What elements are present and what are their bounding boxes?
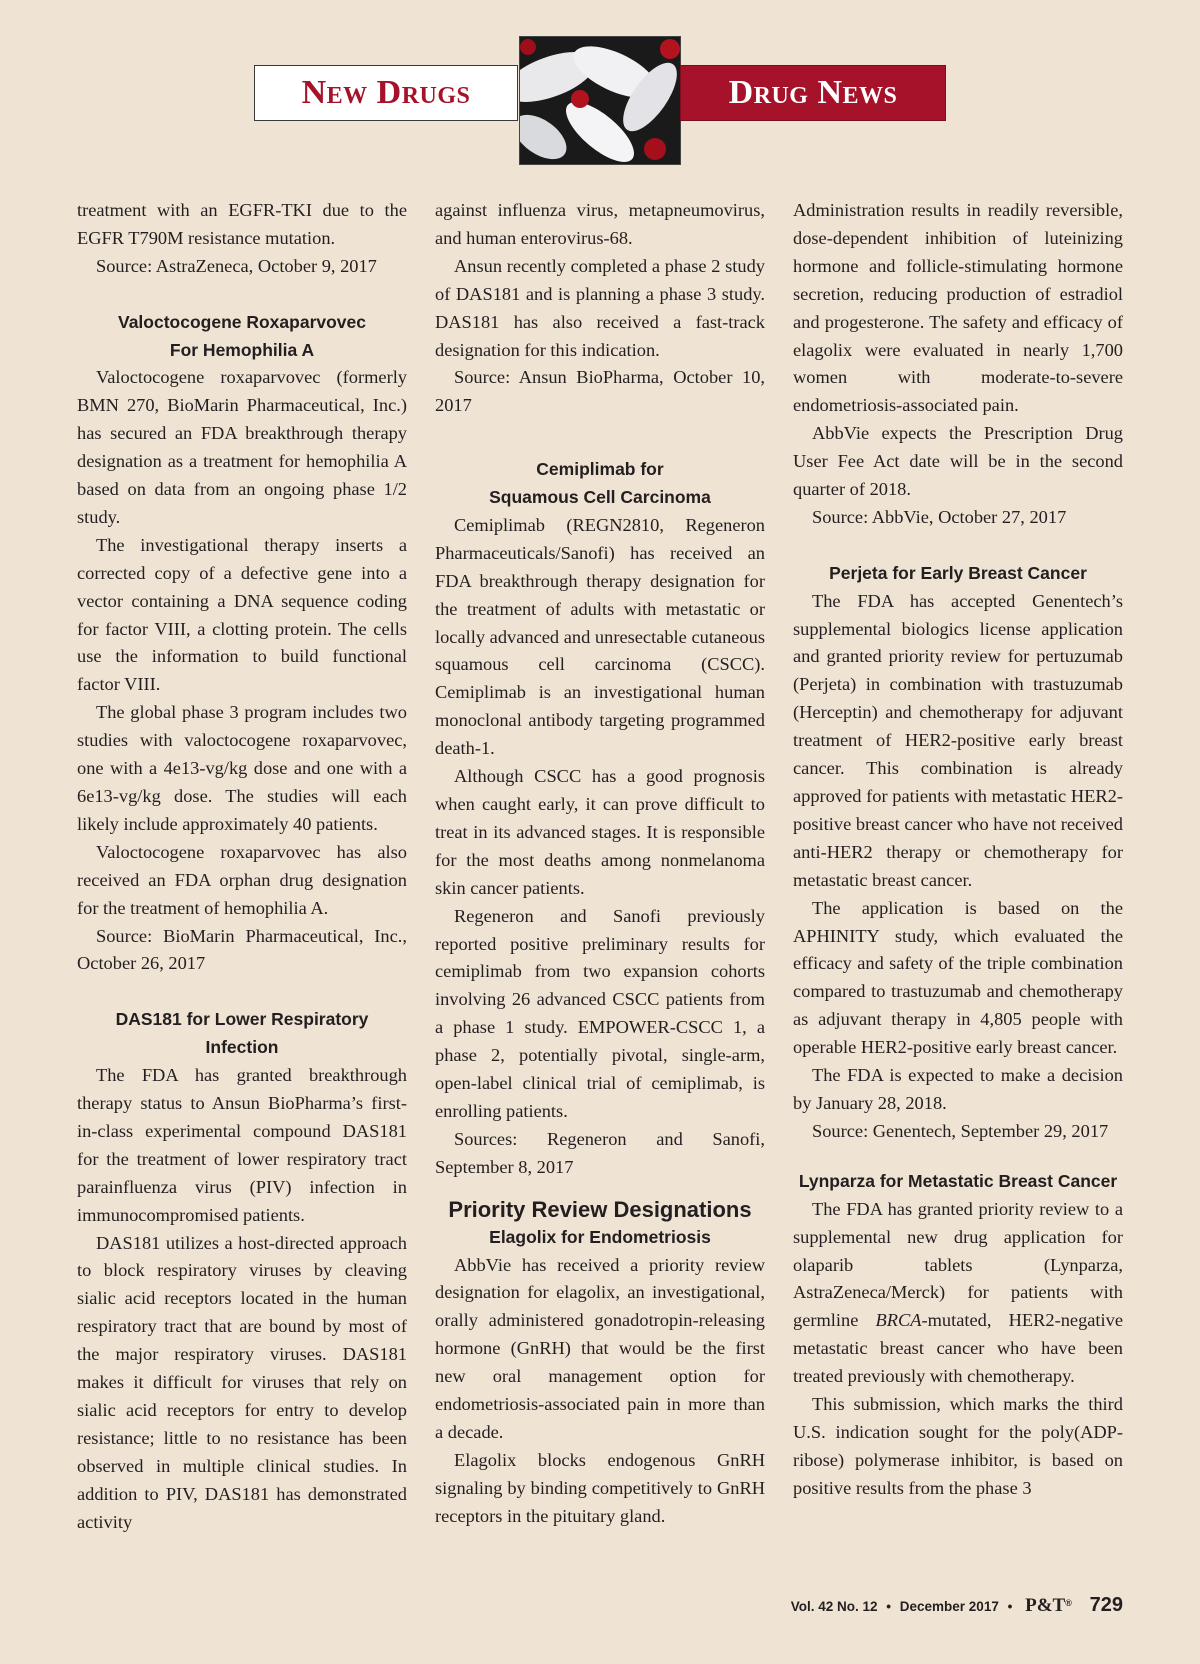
paragraph: Valoctocogene roxaparvovec has also received an FDA orphan drug designation for the treatment of hemophilia A. [77,841,407,918]
heading-elagolix: Elagolix for Endometriosis [489,1226,711,1247]
heading-das181: DAS181 for Lower Respiratory Infection [115,1009,369,1058]
registered-mark: ® [1065,1597,1072,1608]
heading-perjeta: Perjeta for Early Breast Cancer [829,562,1087,583]
section-banner [0,0,1200,170]
new-drugs-label: New Drugs [254,65,518,121]
paragraph-lynparza [793,1196,1123,1391]
source-line: Source: AstraZeneca, October 9, 2017 [96,255,377,276]
column-2 [435,197,765,1531]
page-footer [700,1594,1123,1617]
heading-squamous: Squamous Cell Carcinoma [489,487,711,508]
paragraph: Cemiplimab (REGN2810, Regeneron Pharmaceuticals/Sanofi) has received an FDA breakthrough therapy designation for the treatment of adults with metastatic or locally advanced and unresectable cutaneous squamous cell carcinoma (CSCC). Cemiplimab is an investigational human monoclonal antibody targeting programmed death-1. [435,514,765,759]
heading-lynparza: Lynparza for Metastatic Breast Cancer [798,1170,1118,1191]
paragraph: against influenza virus, metapneumovirus, and human enterovirus-68. [435,200,765,248]
paragraph: AbbVie has received a priority review designation for elagolix, an investigational, orally administered gonadotropin-releasing hormone (GnRH) that would be the first new oral management option for endometriosis-associated pain in more than a decade. [435,1254,765,1442]
paragraph: The application is based on the APHINITY study, which evaluated the efficacy and safety of the triple combination compared to trastuzumab and chemotherapy as adjuvant therapy in 4,805 people with operable HER2-positive early breast cancer. [793,897,1123,1058]
pills-illustration [520,37,681,165]
paragraph: The global phase 3 program includes two studies with valoctocogene roxaparvovec, one with a 4e13-vg/kg dose and one with a 6e13-vg/kg dose. The studies will each likely include approximately 40 patients. [77,702,407,834]
separator: • [886,1599,891,1614]
text-run: -mutated, HER2-negative metastatic breast cancer who have been treated previously with chemotherapy. [793,1310,1124,1387]
column-3 [793,197,1123,1503]
paragraph: Although CSCC has a good prognosis when caught early, it can prove difficult to treat in its advanced stages. It is responsible for the most deaths among nonmelanoma skin cancer patients. [435,766,765,898]
pills-photo [519,36,681,165]
paragraph: Regeneron and Sanofi previously reported positive preliminary results for cemiplimab from two expansion cohorts involving 26 advanced CSCC patients from a phase 1 study. EMPOWER-CSCC 1, a phase 2, potentially pivotal, single-arm, open-label clinical trial of cemiplimab, is enrolling patients. [435,905,765,1121]
separator: • [1007,1599,1013,1614]
source-line: Source: Genentech, September 29, 2017 [812,1120,1109,1141]
gene-name: BRCA [875,1310,922,1331]
paragraph: Elagolix blocks endogenous GnRH signaling by binding competitively to GnRH receptors in the pituitary gland. [435,1449,765,1526]
text-run: The FDA has granted priority review to a supplemental new drug application for olaparib tablets (Lynparza, AstraZeneca/Merck) for patients with germline [793,1198,1123,1331]
paragraph: Administration results in readily reversible, dose-dependent inhibition of luteinizing hormone and follicle-stimulating hormone secretion, reducing production of estradiol and progesterone. The safety and efficacy of elagolix were evaluated in nearly 1,700 women with moderate-to-severe endometriosis-associated pain. [793,200,1123,416]
source-line: Sources: Regeneron and Sanofi, September 8, 2017 [435,1128,765,1177]
heading-hemophilia: For Hemophilia A [169,339,315,360]
paragraph: AbbVie expects the Prescription Drug User Fee Act date will be in the second quarter of 2018. [793,423,1123,500]
paragraph: The investigational therapy inserts a corrected copy of a defective gene into a vector containing a DNA sequence coding for factor VIII, a clotting protein. The cells use the information to build functional factor VIII. [77,534,407,695]
paragraph: This submission, which marks the third U.S. indication sought for the poly(ADP-ribose) polymerase inhibitor, is based on positive results from the phase 3 [793,1394,1123,1498]
heading-valoctocogene: Valoctocogene Roxaparvovec [117,311,367,332]
paragraph: The FDA has granted breakthrough therapy status to Ansun BioPharma’s first-in-class experimental compound DAS181 for the treatment of lower respiratory tract parainfluenza virus (PIV) infection in immunocompromised patients. [77,1065,407,1225]
page-number: 729 [1089,1594,1123,1616]
paragraph: Valoctocogene roxaparvovec (formerly BMN 270, BioMarin Pharmaceutical, Inc.) has secured an FDA breakthrough therapy designation as a treatment for hemophilia A based on data from an ongoing phase 1/2 study. [77,367,407,527]
volume-info: Vol. 42 No. 12 [790,1599,878,1614]
drug-news-label: Drug News [680,65,946,121]
source-line: Source: Ansun BioPharma, October 10, 2017 [435,367,765,416]
column-1 [77,197,407,1536]
section-heading-priority-review: Priority Review Designations [448,1196,752,1222]
journal-name: P&T [1025,1595,1066,1616]
paragraph: treatment with an EGFR-TKI due to the EGFR T790M resistance mutation. [77,200,407,248]
paragraph: DAS181 utilizes a host-directed approach to block respiratory viruses by cleaving sialic acid receptors located in the human respiratory tract that are bound by most of the major respiratory viruses. DAS181 makes it difficult for viruses that rely on sialic acid receptors for entry to develop resistance; little to no resistance has been observed in multiple clinical studies. In addition to PIV, DAS181 has demonstrated activity [77,1232,407,1532]
heading-cemiplimab: Cemiplimab for [536,459,664,480]
source-line: Source: AbbVie, October 27, 2017 [812,506,1067,527]
paragraph: The FDA is expected to make a decision by January 28, 2018. [793,1065,1123,1113]
source-line: Source: BioMarin Pharmaceutical, Inc., October 26, 2017 [77,925,407,974]
paragraph: Ansun recently completed a phase 2 study of DAS181 and is planning a phase 3 study. DAS181 has also received a fast-track designation for this indication. [435,255,765,360]
issue-date: December 2017 [899,1599,999,1614]
paragraph: The FDA has accepted Genentech’s supplemental biologics license application and granted priority review for pertuzumab (Perjeta) in combination with trastuzumab (Herceptin) and chemotherapy for adjuvant treatment of HER2-positive early breast cancer. This combination is already approved for patients with metastatic HER2-positive breast cancer who have not received anti-HER2 therapy or chemotherapy for metastatic breast cancer. [793,590,1123,890]
